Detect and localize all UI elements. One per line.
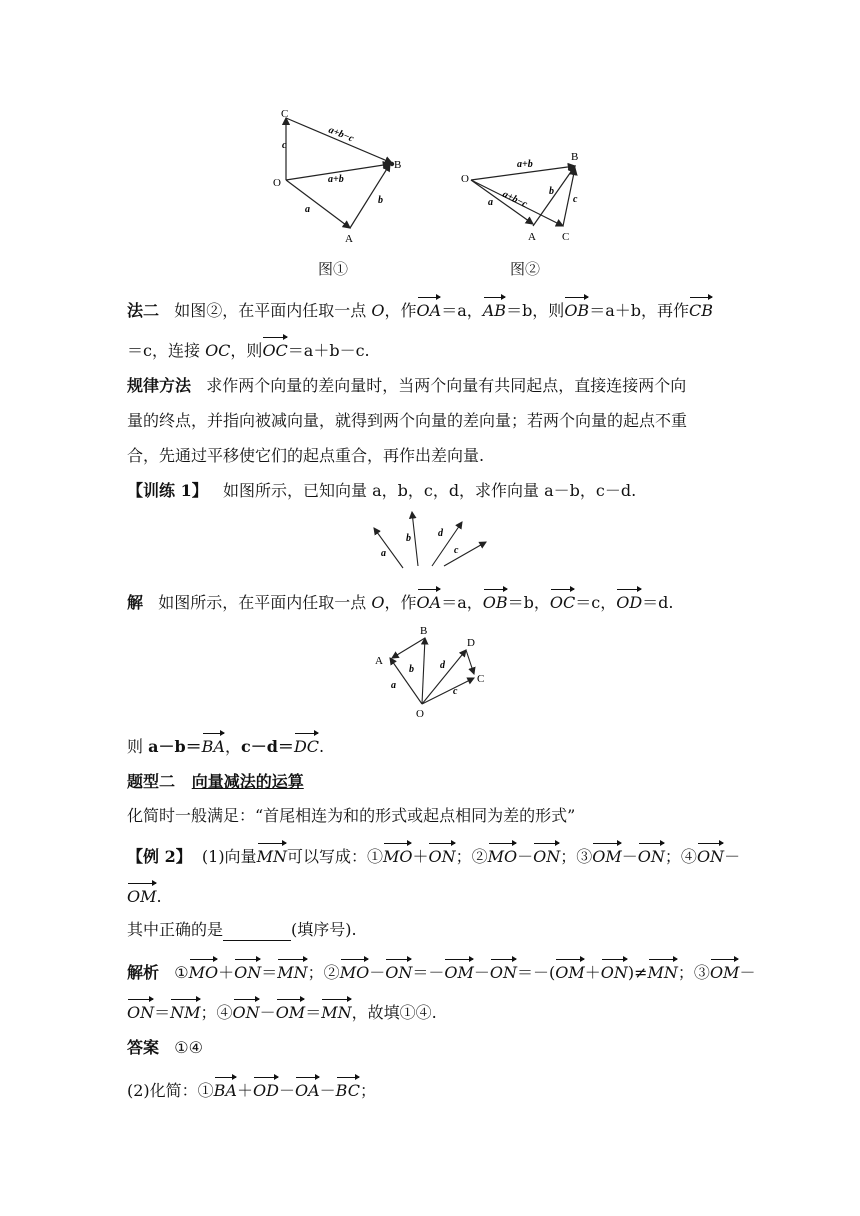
answer-line xyxy=(127,1037,737,1059)
ex2-vec-mo: MO xyxy=(382,847,413,866)
method2-eq-ab: ＝a＋b，再作 xyxy=(589,301,689,320)
figure-3-diagram xyxy=(368,508,492,574)
q2-vec-oa: OA xyxy=(294,1081,320,1100)
q2-pre: (2)化简：① xyxy=(127,1081,214,1100)
an-l2-minus: － xyxy=(259,1003,276,1022)
method2-oc-plain: OC xyxy=(205,341,231,360)
fig1-label-b: b xyxy=(378,195,383,206)
result-sep: ， xyxy=(224,737,241,756)
an-vec-on: ON xyxy=(234,963,262,982)
fig1-label-c: c xyxy=(282,140,287,151)
fig4-label-b: b xyxy=(409,664,414,675)
fig2-point-o: O xyxy=(461,173,469,185)
fig4-point-d: D xyxy=(467,637,475,649)
fig1-point-b: B xyxy=(394,159,402,171)
an-l2-eq: ＝ xyxy=(154,1003,171,1022)
vec-oa: OA xyxy=(416,301,442,320)
fig2-label-apbmc: a+b−c xyxy=(500,188,530,211)
sol-eq-b: ＝b， xyxy=(507,593,550,612)
train1-heading: 【训练 1】 xyxy=(127,481,208,500)
an-minus2: － xyxy=(473,963,490,982)
fig1-point-o: O xyxy=(273,177,281,189)
sol-vec-od: OD xyxy=(616,593,643,612)
an-vec-om: OM xyxy=(444,963,474,982)
ex2-semi1: ；② xyxy=(455,847,488,866)
an-l2-vec-on2: ON xyxy=(232,1003,260,1022)
analysis-line2 xyxy=(127,1002,737,1024)
an-l2-vec-mn: MN xyxy=(321,1003,352,1022)
sol-eq-c: ＝c， xyxy=(575,593,617,612)
figure-1-diagram xyxy=(268,106,410,248)
example2-line2 xyxy=(127,886,737,908)
figure-2-caption: 图② xyxy=(510,260,541,278)
analysis-line1 xyxy=(127,962,756,984)
an-vec-mn2: MN xyxy=(647,963,678,982)
an-plus: ＋ xyxy=(218,963,235,982)
answer-value: ①④ xyxy=(174,1038,203,1057)
example2-heading: 【例 2】 xyxy=(127,847,192,866)
ex2-vec-on3: ON xyxy=(637,847,665,866)
example2-line3 xyxy=(127,919,737,941)
method2-eq-a: ＝a， xyxy=(441,301,483,320)
answer-heading: 答案 xyxy=(127,1038,160,1057)
result-end: . xyxy=(319,737,325,756)
q2-vec-ba: BA xyxy=(213,1081,237,1100)
ex2-vec-on2: ON xyxy=(533,847,561,866)
method2-then: ，则 xyxy=(230,341,263,360)
fig4-point-a: A xyxy=(375,655,383,667)
sol-vec-ob: OB xyxy=(482,593,508,612)
fig3-label-a: a xyxy=(381,548,386,559)
rule-line2: 量的终点，并指向被减向量，就得到两个向量的差向量；若两个向量的起点不重 xyxy=(127,411,688,430)
train1-text: 如图所示，已知向量 a，b，c，d，求作向量 a－b，c－d. xyxy=(222,481,637,500)
method2-text1: 如图②，在平面内任取一点 xyxy=(174,301,367,320)
ex2-vec-om: OM xyxy=(592,847,622,866)
result-amb: a－b＝ xyxy=(148,737,202,756)
ex2-line3-end: (填序号). xyxy=(291,920,357,939)
an-neq: )≠ xyxy=(627,963,648,982)
method2-make: ，作 xyxy=(384,301,417,320)
an-minus3: － xyxy=(739,963,756,982)
ex2-q1-pre: (1)向量 xyxy=(201,847,257,866)
res-vec-ba: BA xyxy=(201,737,225,756)
q2-end: ； xyxy=(359,1081,376,1100)
fig3-label-c: c xyxy=(454,545,459,556)
rule-line1 xyxy=(127,375,737,397)
example2-line1 xyxy=(127,846,741,868)
figure-1-caption: 图① xyxy=(318,260,349,278)
answer-blank xyxy=(223,924,291,941)
vec-ob: OB xyxy=(564,301,590,320)
rule-heading: 规律方法 xyxy=(127,376,192,395)
fig2-label-apb: a+b xyxy=(517,159,533,170)
ex2-vec-on4: ON xyxy=(696,847,725,866)
fig2-point-c: C xyxy=(562,231,570,243)
result-prefix: 则 xyxy=(127,737,144,756)
an-vec-om3: OM xyxy=(709,963,740,982)
method2-line2 xyxy=(127,340,737,362)
solution-o: O xyxy=(371,593,385,612)
fig3-label-b: b xyxy=(406,533,411,544)
ex2-vec-on: ON xyxy=(428,847,456,866)
ex2-semi3: ；④ xyxy=(664,847,697,866)
an-p2: ；② xyxy=(307,963,340,982)
an-l2-vec-nm: NM xyxy=(170,1003,201,1022)
vec-oc: OC xyxy=(262,341,288,360)
an-p1: ① xyxy=(174,963,189,982)
res-vec-dc: DC xyxy=(293,737,320,756)
vec-cb: CB xyxy=(688,301,713,320)
sol-eq-d: ＝d. xyxy=(642,593,674,612)
method2-eq-c: ＝c，连接 xyxy=(127,341,200,360)
fig2-point-a: A xyxy=(528,231,536,243)
q2-line xyxy=(127,1080,737,1102)
an-eq3: ＝－( xyxy=(516,963,556,982)
ex2-plus: ＋ xyxy=(412,847,429,866)
fig4-point-b: B xyxy=(420,625,428,637)
q2-vec-bc: BC xyxy=(335,1081,360,1100)
an-p3: ；③ xyxy=(677,963,710,982)
method2-eq-abc: ＝a＋b－c. xyxy=(287,341,370,360)
fig2-point-b: B xyxy=(571,151,579,163)
fig1-point-a: A xyxy=(345,233,353,245)
fig4-point-o: O xyxy=(416,708,424,720)
an-vec-on3: ON xyxy=(489,963,517,982)
result-cmd: c－d＝ xyxy=(241,737,294,756)
train1-line xyxy=(127,480,737,502)
ex2-vec-mo2: MO xyxy=(487,847,518,866)
fig2-label-c: c xyxy=(573,194,578,205)
sol-eq-a: ＝a， xyxy=(441,593,483,612)
fig1-label-apbmc: a+b−c xyxy=(326,124,356,145)
solution-text: 如图所示，在平面内任取一点 xyxy=(158,593,367,612)
an-vec-on2: ON xyxy=(385,963,413,982)
solution-line xyxy=(127,592,737,614)
fig4-label-a: a xyxy=(391,680,396,691)
analysis-heading: 解析 xyxy=(127,963,160,982)
an-eq2: ＝－ xyxy=(412,963,445,982)
fig3-label-d: d xyxy=(438,528,443,539)
an-l2-eq2: ＝ xyxy=(305,1003,322,1022)
rule-text-1: 求作两个向量的差向量时，当两个向量有共同起点，直接连接两个向 xyxy=(206,376,687,395)
q2-vec-od: OD xyxy=(253,1081,279,1100)
solution-heading: 解 xyxy=(127,593,144,612)
fig1-label-a: a xyxy=(305,204,310,215)
an-vec-om2: OM xyxy=(555,963,585,982)
fig2-label-b: b xyxy=(549,186,554,197)
an-eq: ＝ xyxy=(261,963,278,982)
method2-heading: 法二 xyxy=(127,301,160,320)
q2-minus: － xyxy=(278,1081,295,1100)
ex2-line2-end: . xyxy=(156,887,162,906)
fig1-label-apb: a+b xyxy=(328,174,344,185)
method2-eq-b: ＝b，则 xyxy=(506,301,565,320)
q2-minus2: － xyxy=(319,1081,336,1100)
vec-ab: AB xyxy=(482,301,507,320)
an-vec-mn: MN xyxy=(277,963,308,982)
fig4-point-c: C xyxy=(477,673,485,685)
method2-line1 xyxy=(127,300,737,322)
an-l2-vec-om: OM xyxy=(275,1003,306,1022)
q2-plus: ＋ xyxy=(236,1081,253,1100)
fig4-label-d: d xyxy=(440,660,445,671)
ex2-minus2: － xyxy=(621,847,638,866)
an-plus2: ＋ xyxy=(584,963,601,982)
an-minus: － xyxy=(369,963,386,982)
ex2-vec-om2: OM xyxy=(127,887,157,906)
ex2-minus3: － xyxy=(724,847,741,866)
ex2-minus: － xyxy=(517,847,534,866)
figure-2-diagram xyxy=(455,146,595,246)
an-vec-mo: MO xyxy=(188,963,219,982)
an-vec-mo2: MO xyxy=(339,963,370,982)
result-line xyxy=(127,736,737,758)
rule-line3: 合，先通过平移使它们的起点重合，再作出差向量. xyxy=(127,446,485,465)
solution-make: ，作 xyxy=(384,593,417,612)
sol-vec-oa: OA xyxy=(416,593,442,612)
fig4-label-c: c xyxy=(453,686,458,697)
figure-4-diagram xyxy=(370,622,494,720)
type2-title: 向量减法的运算 xyxy=(191,772,304,791)
ex2-vec-mn: MN xyxy=(256,847,287,866)
fig1-point-c: C xyxy=(281,108,289,120)
type2-line xyxy=(127,771,737,793)
fig2-label-a: a xyxy=(488,197,493,208)
type2-num: 题型二 xyxy=(127,772,176,791)
ex2-semi2: ；③ xyxy=(560,847,593,866)
an-l2-vec-on: ON xyxy=(127,1003,155,1022)
an-l2-p4: ；④ xyxy=(200,1003,233,1022)
ex2-line3: 其中正确的是 xyxy=(127,920,224,939)
an-l2-end: ，故填①④. xyxy=(351,1003,437,1022)
an-vec-on4: ON xyxy=(600,963,628,982)
ex2-q1-mid: 可以写成：① xyxy=(286,847,383,866)
method2-o: O xyxy=(371,301,385,320)
hint-line: 化简时一般满足：“首尾相连为和的形式或起点相同为差的形式” xyxy=(127,806,576,825)
sol-vec-oc: OC xyxy=(549,593,576,612)
